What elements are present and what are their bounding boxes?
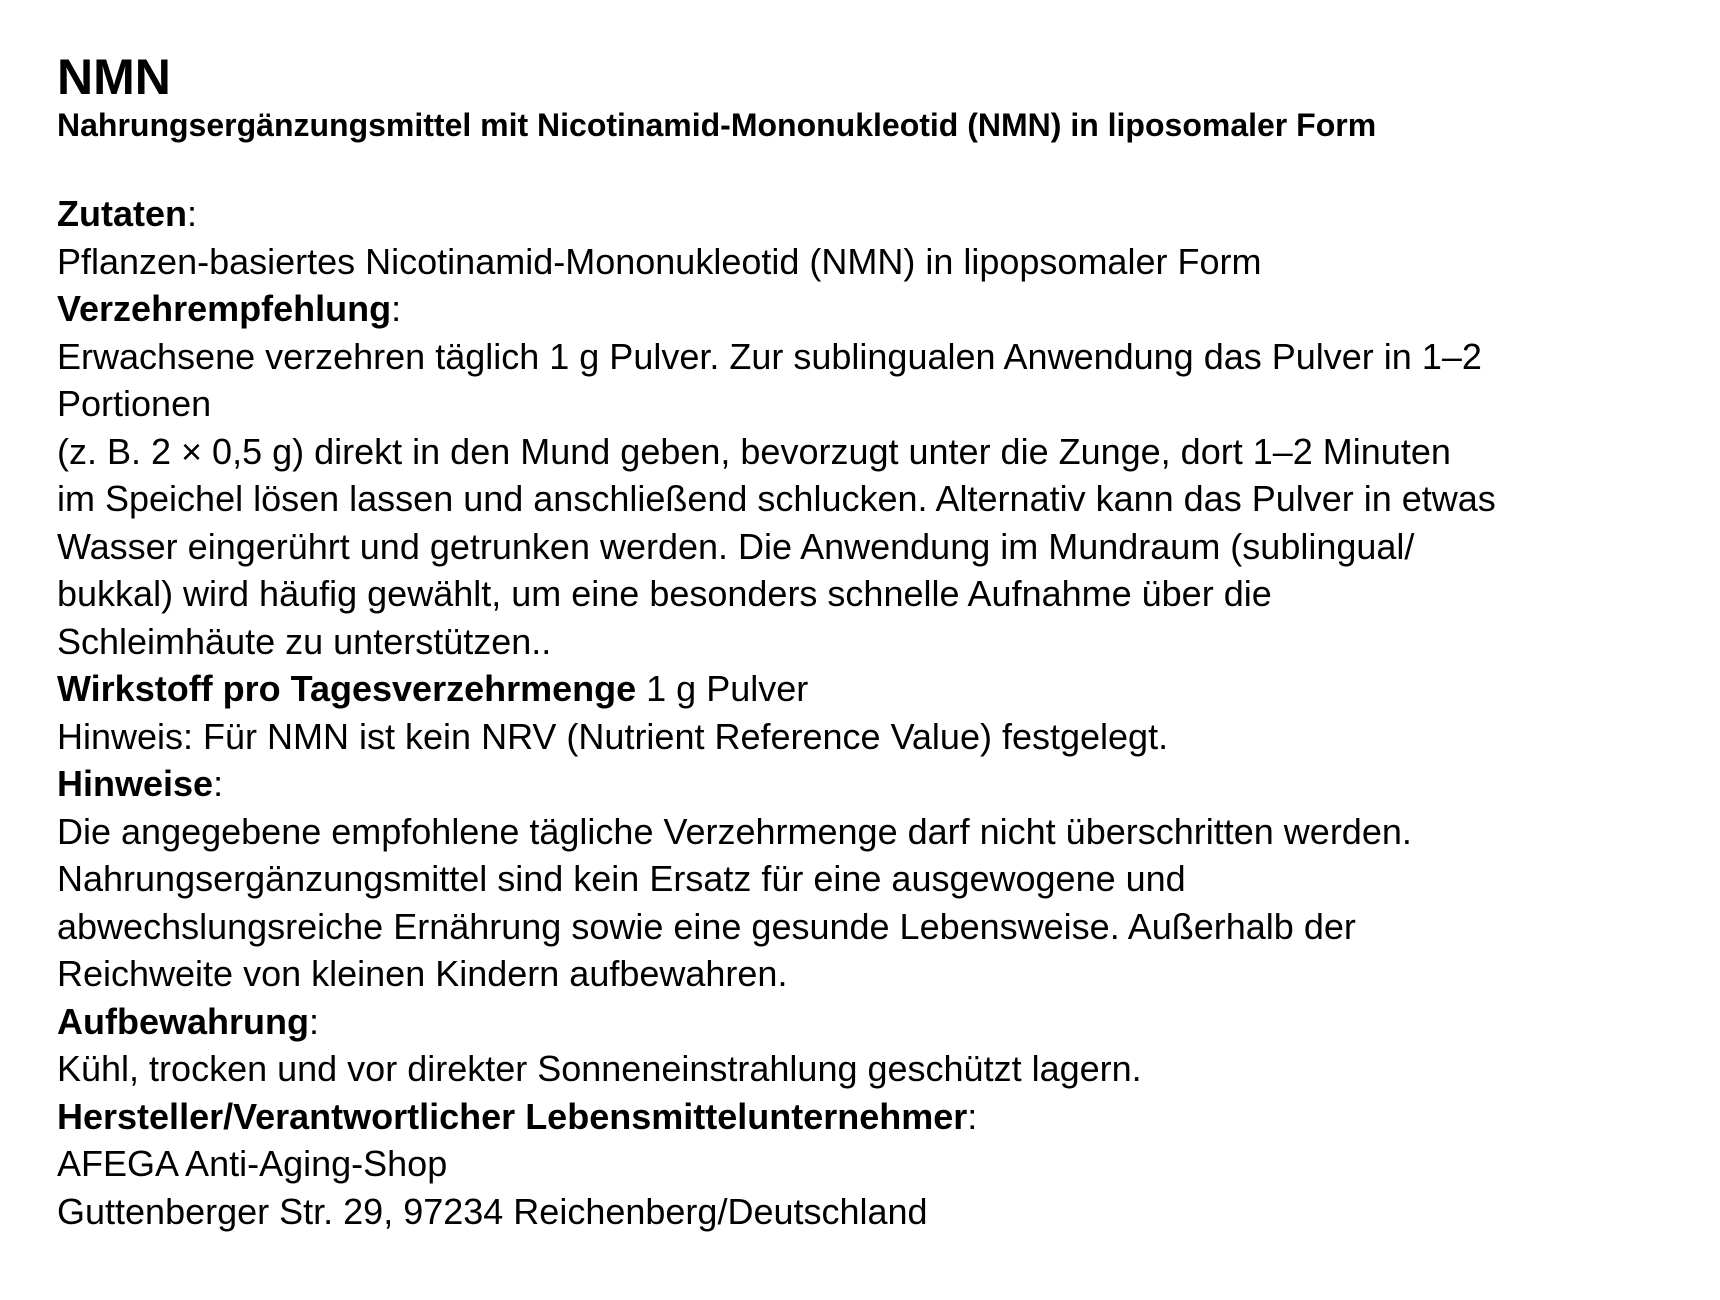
bold-text: Hinweise [57, 763, 214, 804]
regular-text: : [308, 1000, 319, 1042]
page-title: NMN [57, 49, 171, 105]
bold-text: Verzehrempfehlung [57, 288, 392, 329]
regular-text: Hinweis: Für NMN ist kein NRV (Nutrient Reference Value) festgelegt. [57, 715, 1169, 757]
text-line [57, 618, 1680, 666]
bold-text: Hersteller/Verantwortlicher Lebensmittelunternehmer [57, 1095, 968, 1137]
regular-text: : [213, 763, 224, 804]
text-line [57, 950, 1680, 998]
text-line [57, 998, 1680, 1046]
regular-text: abwechslungsreiche Ernährung sowie eine gesunde Lebensweise. Außerhalb der [57, 905, 1356, 947]
regular-text: Guttenberger Str. 29, 97234 Reichenberg/Deutschland [57, 1190, 928, 1232]
spacer [57, 145, 1680, 190]
regular-text: AFEGA Anti-Aging-Shop [57, 1143, 448, 1184]
text-line [57, 903, 1680, 951]
label-body [57, 190, 1680, 1235]
regular-text: Pflanzen-basiertes Nicotinamid-Mononukleotid (NMN) in lipopsomaler Form [57, 240, 1262, 282]
text-line [57, 570, 1680, 618]
regular-text: Schleimhäute zu unterstützen.. [57, 620, 552, 662]
text-line [57, 238, 1680, 286]
text-line [57, 1188, 1680, 1236]
text-line [57, 665, 1680, 713]
text-line [57, 760, 1680, 808]
text-line [57, 713, 1680, 761]
regular-text: Die angegebene empfohlene tägliche Verzehrmenge darf nicht überschritten werden. [57, 810, 1412, 852]
regular-text: im Speichel lösen lassen und anschließend schlucken. Alternativ kann das Pulver in etwas [57, 478, 1496, 519]
regular-text: Nahrungsergänzungsmittel sind kein Ersatz für eine ausgewogene und [57, 858, 1186, 899]
text-line [57, 1140, 1680, 1188]
regular-text: 1 g Pulver [636, 668, 809, 709]
regular-text: Erwachsene verzehren täglich 1 g Pulver. Zur sublingualen Anwendung das Pulver in 1–2 [57, 335, 1482, 377]
text-line [57, 1045, 1680, 1093]
regular-text: Reichweite von kleinen Kindern aufbewahren. [57, 953, 788, 994]
regular-text: Wasser eingerührt und getrunken werden. Die Anwendung im Mundraum (sublingual/ [57, 525, 1415, 567]
text-line [57, 380, 1680, 428]
regular-text: Kühl, trocken und vor direkter Sonneneinstrahlung geschützt lagern. [57, 1048, 1142, 1089]
text-line [57, 190, 1680, 238]
text-line [57, 285, 1680, 333]
bold-text: Zutaten [57, 193, 187, 234]
text-line [57, 333, 1680, 381]
regular-text: bukkal) wird häufig gewählt, um eine besonders schnelle Aufnahme über die [57, 573, 1272, 614]
regular-text: : [187, 193, 198, 234]
text-line [57, 428, 1680, 476]
product-subtitle: Nahrungsergänzungsmittel mit Nicotinamid-Mononukleotid (NMN) in liposomaler Form [57, 107, 1377, 143]
regular-text: Portionen [57, 383, 212, 424]
bold-text: Aufbewahrung [57, 1000, 309, 1042]
text-line [57, 475, 1680, 523]
text-line [57, 1093, 1680, 1141]
bold-text: Wirkstoff pro Tagesverzehrmenge [57, 668, 637, 709]
text-line [57, 523, 1680, 571]
text-line [57, 808, 1680, 856]
regular-text: : [967, 1095, 978, 1137]
regular-text: : [391, 288, 402, 329]
text-line [57, 855, 1680, 903]
regular-text: (z. B. 2 × 0,5 g) direkt in den Mund geben, bevorzugt unter die Zunge, dort 1–2 Minuten [57, 430, 1451, 472]
